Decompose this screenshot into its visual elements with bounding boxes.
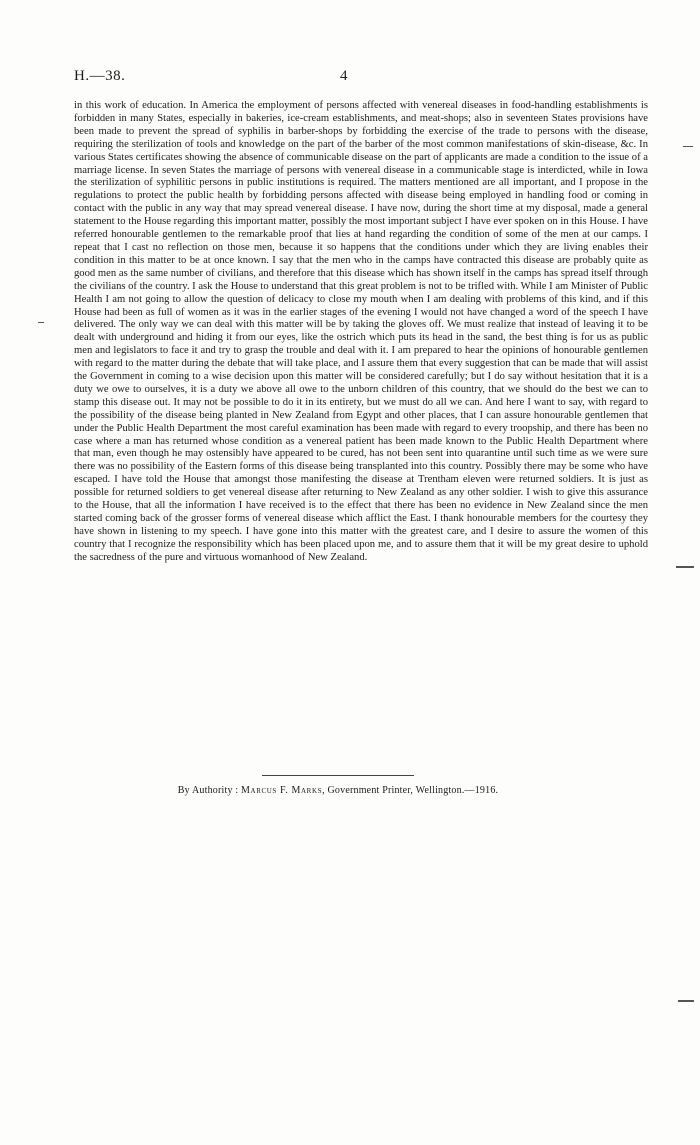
margin-mark xyxy=(683,146,693,147)
body-paragraph: in this work of education. In America the employment of persons affected with venereal diseases in food-handling establishments is forbidden in many States, especially in bakeries, ice-cream establishments, and meat-shops; also in seventeen States provisions have been made to prevent the spread of syphilis in barber-shops by forbidding the exercise of the trade to persons with the disease, requiring the sterilization of tools and knowledge on the part of the barber of the most common manifestations of skin-disease, &c. In various States certificates showing the absence of communicable disease on the part of applicants are made a condition to the issue of a marriage license. In seven States the marriage of persons with venereal disease in a communicable stage is interdicted, while in Iowa the sterilization of syphilitic persons in public institutions is required. The matters mentioned are all important, and I propose in the regulations to protect the public health by forbidding persons affected with disease being employed in handling food or coming in contact with the public in any way that may spread venereal disease. I have now, during the short time at my disposal, made a general statement to the House regarding this important matter, possibly the most important subject I have ever spoken on in this House. I have referred honourable gentlemen to the remarkable proof that lies at hand regarding the condition of some of the men at our camps. I repeat that I cast no reflection on those men, because it so happens that the conditions under which they are living enables their condition in this matter to be at once known. I say that the men who in the camps have contracted this disease are probably quite as good men as the same number of civilians, and therefore that this disease which has shown itself in the camps has spread itself through the civilians of the country. I ask the House to understand that this great problem is not to be trifled with. While I am Minister of Public Health I am not going to allow the question of delicacy to close my mouth when I am dealing with problems of this kind, and if this House had been as full of women as it was in the earlier stages of the evening I would not have changed a word of the speech I have delivered. The only way we can deal with this matter will be by taking the gloves off. We must realize that instead of leaving it to be dealt with underground and hiding it from our eyes, like the ostrich which puts its head in the sand, the best thing is for us as public men and legislators to face it and try to grasp the trouble and deal with it. I am prepared to hear the opinions of honourable gentlemen with regard to the matter during the debate that will take place, and I assure them that every suggestion that can be made that will assist the Government in coming to a wise decision upon this matter will be considered carefully; but I do say without hesitation that it is a duty we owe to ourselves, it is a duty we above all owe to the unborn children of this country, that we should do the best we can to stamp this disease out. It may not be possible to do it in its entirety, but we must do all we can. And here I want to say, with regard to the possibility of the disease being planted in New Zealand from Egypt and other places, that I can assure honourable gentlemen that under the Public Health Department the most careful examination has been made with regard to every troopship, and there has been no case where a man has returned whose condition as a venereal patient has been made known to the Public Health Department where that man, even though he may ostensibly have appeared to be cured, has not been sent into quarantine until such time as we were sure there was no possibility of the Eastern forms of this disease being transplanted into this country. Possibly there may be some who have escaped. I have told the House that amongst those manifesting the disease at Trentham eleven were returned soldiers. It is just as possible for returned soldiers to get venereal disease after returning to New Zealand as any other soldier. I wish to give this assurance to the House, that all the information I have received is to the effect that there has been no evidence in New Zealand since the men started coming back of the grosser forms of venereal disease which afflict the East. I thank honourable members for the courtesy they have shown in listening to my speech. I have gone into this matter with the greatest care, and I desire to assure the women of this country that I recognize the responsibility which has been placed upon me, and to assure them that it will be my great desire to uphold the sacredness of the pure and virtuous womanhood of New Zealand. xyxy=(74,100,649,563)
imprint-suffix: , Government Printer, Wellington.—1916. xyxy=(322,785,499,796)
margin-mark xyxy=(38,322,44,323)
footer-rule xyxy=(262,775,414,776)
imprint-printer-name: Marcus F. Marks xyxy=(241,785,323,796)
imprint-prefix: By Authority : xyxy=(177,785,242,796)
page-number: 4 xyxy=(340,68,348,84)
margin-mark xyxy=(676,566,694,568)
margin-mark xyxy=(678,1000,694,1002)
page-header xyxy=(74,68,634,92)
printer-imprint xyxy=(0,785,676,796)
document-reference: H.—38. xyxy=(74,68,126,84)
